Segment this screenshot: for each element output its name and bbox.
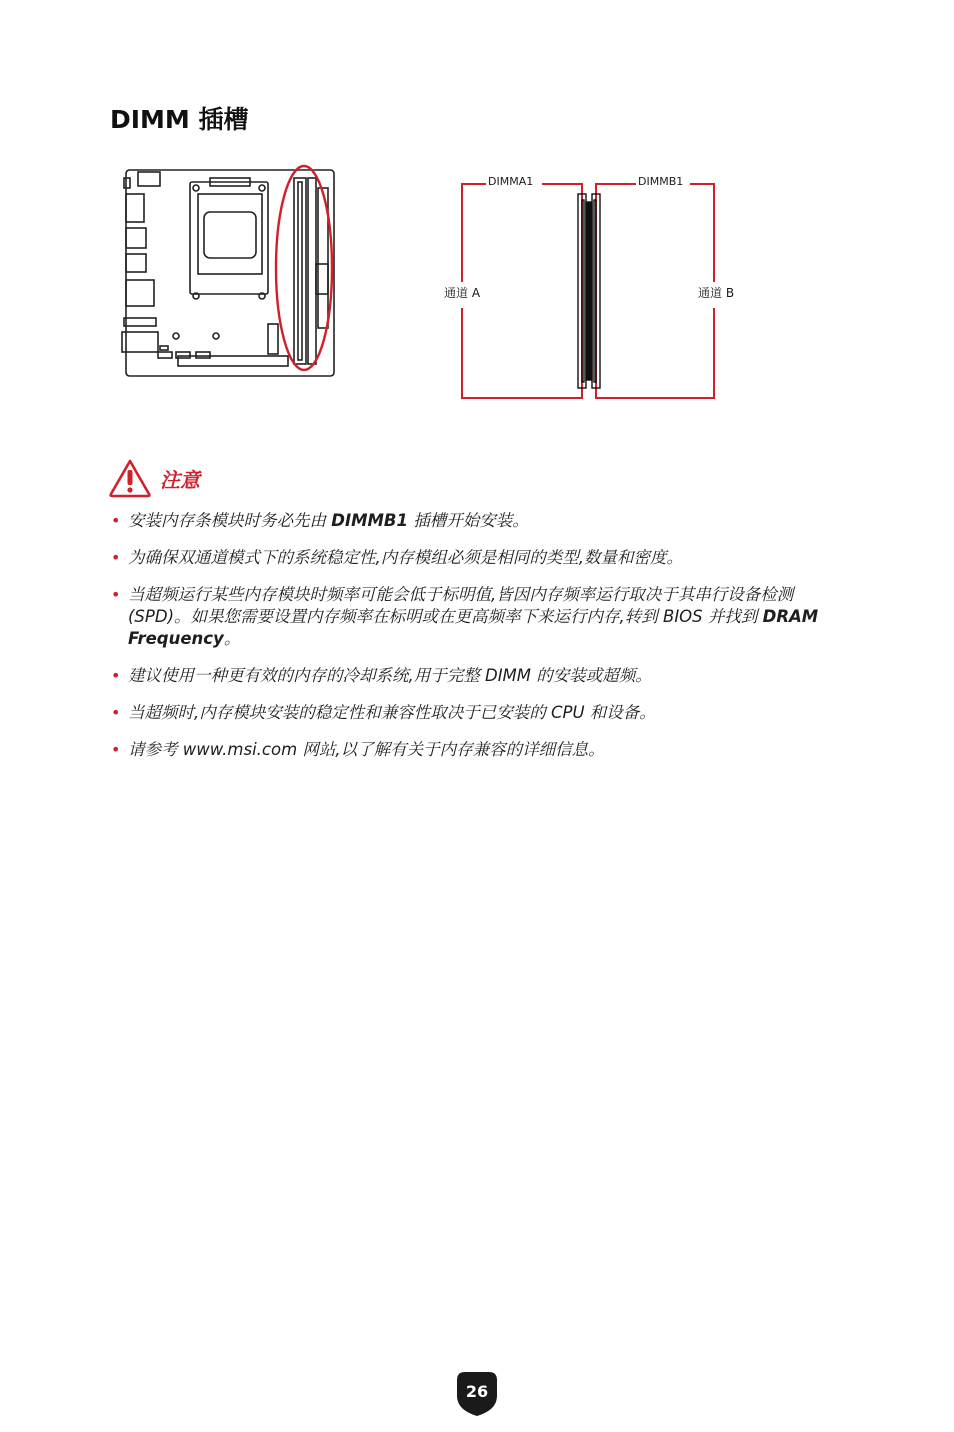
channel-a-label: 通道 A <box>444 286 481 300</box>
notice-header <box>108 456 868 500</box>
warning-icon <box>108 458 152 498</box>
list-item: • 建议使用一种更有效的内存的冷却系统,用于完整 DIMM 的安装或超频。 <box>111 666 652 685</box>
bullet: • <box>111 511 121 530</box>
motherboard-diagram <box>118 160 338 382</box>
bullet: • <box>111 740 121 759</box>
page-number-badge <box>455 1368 499 1418</box>
notice-title: 注意 <box>160 467 200 492</box>
dimm-channel-diagram <box>440 172 760 404</box>
list-item: • 当超频时,内存模块安装的稳定性和兼容性取决于已安装的 CPU 和设备。 <box>111 703 656 722</box>
list-item: • 安装内存条模块时务必先由 DIMMB1 插槽开始安装。 <box>111 511 529 530</box>
dimmb1-label: DIMMB1 <box>638 175 684 188</box>
page-title: DIMM 插槽 <box>110 105 249 134</box>
list-item: • 为确保双通道模式下的系统稳定性,内存模组必须是相同的类型,数量和密度。 <box>111 548 683 567</box>
list-item: • 请参考 www.msi.com 网站,以了解有关于内存兼容的详细信息。 <box>111 740 605 759</box>
page-number: 26 <box>465 1382 489 1401</box>
notice-section <box>108 456 868 776</box>
bullet: • <box>111 548 121 567</box>
bullet: • <box>111 666 121 685</box>
bullet: • <box>111 703 121 722</box>
list-item: • 当超频运行某些内存模块时频率可能会低于标明值,皆因内存频率运行取决于其串行设备检测 (SPD)。如果您需要设置内存频率在标明或在更高频率下来运行内存,转到 BIOS 并找到 DRAM Frequency。 <box>111 585 819 648</box>
dimma1-label: DIMMA1 <box>488 175 534 188</box>
channel-b-label: 通道 B <box>698 286 735 300</box>
notice-list <box>108 510 868 761</box>
bullet: • <box>111 585 121 604</box>
